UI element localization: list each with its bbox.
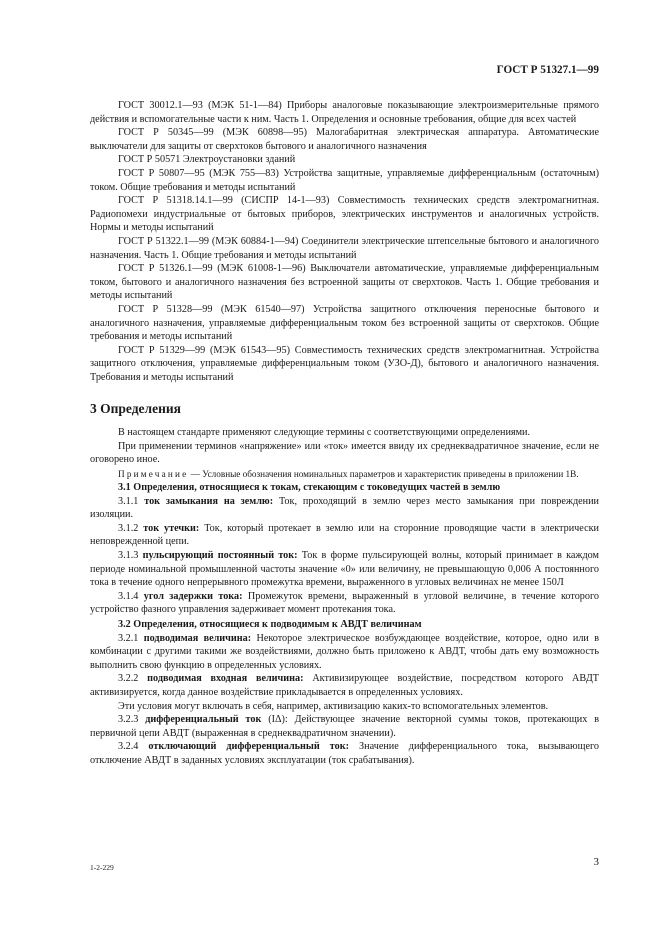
reference-item: ГОСТ Р 51318.14.1—99 (СИСПР 14-1—93) Совместимость технических средств электромагнитная. Радиопомехи индустриальные от бытовых приборов, электрических инструментов и аналогичных устройств. Нормы и методы испытаний xyxy=(90,195,599,234)
reference-item: ГОСТ Р 51322.1—99 (МЭК 60884-1—94) Соединители электрические штепсельные бытового и аналогичного назначения. Часть 1. Общие требования и методы испытаний xyxy=(90,235,599,261)
definition-number: 3.2.3 xyxy=(118,714,146,726)
reference-item: ГОСТ Р 51328—99 (МЭК 61540—97) Устройства защитного отключения переносные бытового и аналогичного назначения, управляемые дифференциальным током без встроенной защиты от сверхтоков. Общие требования и методы испытаний xyxy=(90,303,599,343)
definition-term: отключающий дифференциальный ток: xyxy=(148,741,350,753)
definition xyxy=(90,590,599,617)
definition-text: Ток в форме пульсирующей волны, который принимает в каждом периоде номинальной промышленной частоты значение «0» или величину, не превышающую 0,006 А постоянного тока в течение одного непрерывного промежутка времени, выраженного в угловых величинах не менее 150Л xyxy=(90,550,599,589)
definition-term: ток утечки: xyxy=(143,522,200,534)
definition xyxy=(90,713,599,740)
subsection-title: 3.2 Определения, относящиеся к подводимым к АВДТ величинам xyxy=(118,618,422,630)
note xyxy=(90,468,599,480)
definition-text: Значение дифференциального тока, вызывающего отключение АВДТ в заданных условиях эксплуатации (ток срабатывания). xyxy=(90,741,600,766)
page-number: 3 xyxy=(593,856,599,868)
definition-text: Некоторое электрическое возбуждающее воздействие, которое, одно или в комбинации с другими такими же воздействиями, должно быть приложено к АВДТ, чтобы дать ему возможность выполнить свою функцию в определенных условиях. xyxy=(90,632,600,671)
reference-item: ГОСТ Р 50807—95 (МЭК 755—83) Устройства защитные, управляемые дифференциальным (остаточным) током. Общие требования и методы испытаний xyxy=(90,167,599,193)
document-body xyxy=(90,99,599,768)
definition-text: Активизирующее воздействие, посредством которого АВДТ активизируется, когда данное воздействие прикладывается в определенных условиях. xyxy=(90,673,599,698)
definition-number: 3.1.1 xyxy=(118,495,145,507)
definition-term: угол задержки тока: xyxy=(143,590,243,602)
definition-number: 3.1.3 xyxy=(118,550,143,562)
note-label: Примечание xyxy=(118,468,189,479)
definition-number: 3.2.2 xyxy=(118,673,148,685)
definition-text: Ток, проходящий в землю через место замыкания при повреждении изоляции. xyxy=(90,495,600,521)
definition-term: подводимая входная величина: xyxy=(147,673,304,685)
definition-term: дифференциальный ток xyxy=(145,714,262,726)
definition xyxy=(90,672,599,699)
reference-item: ГОСТ Р 50571 Электроустановки зданий xyxy=(118,154,296,166)
subsection-title: 3.1 Определения, относящиеся к токам, стекающим с токоведущих частей в землю xyxy=(118,482,501,494)
section-title: 3 Определения xyxy=(90,401,181,417)
definition-number: 3.2.4 xyxy=(118,741,149,753)
reference-list xyxy=(90,99,599,384)
reference-item: ГОСТ 30012.1—93 (МЭК 51-1—84) Приборы аналоговые показывающие электроизмерительные прямого действия и вспомогательные части к ним. Часть 1. Определения и основные требования, общие для всех частей xyxy=(90,100,599,125)
definition xyxy=(90,495,599,522)
intro-paragraph: При применении терминов «напряжение» или «ток» имеется ввиду их среднеквадратичное значение, если не оговорено иное. xyxy=(90,440,599,466)
definition-term: подводимая величина: xyxy=(143,632,252,644)
definition xyxy=(90,632,599,673)
definition-text: (IΔ): Действующее значение векторной суммы токов, протекающих в первичной цепи АВДТ (выраженная в среднеквадратичном значении). xyxy=(90,714,600,739)
reference-item: ГОСТ Р 50345—99 (МЭК 60898—95) Малогабаритная электрическая аппаратура. Автоматические выключатели для защиты от сверхтоков бытового и аналогичного назначения xyxy=(90,127,599,152)
definition xyxy=(90,549,599,590)
definition-term: ток замыкания на землю: xyxy=(144,495,274,507)
intro-paragraph: В настоящем стандарте применяют следующие термины с соответствующими определениями. xyxy=(118,427,531,439)
definition-number: 3.1.2 xyxy=(118,522,144,534)
definition-text: Ток, который протекает в землю или на сторонние проводящие части в электрически неповрежденной цепи. xyxy=(90,522,600,548)
note-text: — Условные обозначения номинальных параметров и характеристик приведены в приложении 1В. xyxy=(188,468,579,479)
print-code: 1-2-229 xyxy=(90,863,114,872)
definition-continuation: Эти условия могут включать в себя, например, активизацию каких-то вспомогательных элементов. xyxy=(118,700,549,712)
definition-number: 3.1.4 xyxy=(118,590,144,602)
definition-term: пульсирующий постоянный ток: xyxy=(142,550,298,562)
page-header: ГОСТ Р 51327.1—99 xyxy=(496,64,599,76)
definition-text: Промежуток времени, выраженный в угловой величине, в течение которого устройство фазного управления задерживает момент протекания тока. xyxy=(90,590,599,616)
definition xyxy=(90,740,599,767)
definition xyxy=(90,522,599,549)
reference-item: ГОСТ Р 51329—99 (МЭК 61543—95) Совместимость технических средств электромагнитная. Устройства защитного отключения, управляемые дифференциальным током (УЗО-Д), бытового и аналогичного назначения. Требования и методы испытаний xyxy=(90,344,599,383)
definition-number: 3.2.1 xyxy=(118,632,144,644)
reference-item: ГОСТ Р 51326.1—99 (МЭК 61008-1—96) Выключатели автоматические, управляемые дифференциальным током, бытового и аналогичного назначения без встроенной защиты от сверхтоков. Часть 1. Общие требования и методы испытаний xyxy=(90,263,599,302)
